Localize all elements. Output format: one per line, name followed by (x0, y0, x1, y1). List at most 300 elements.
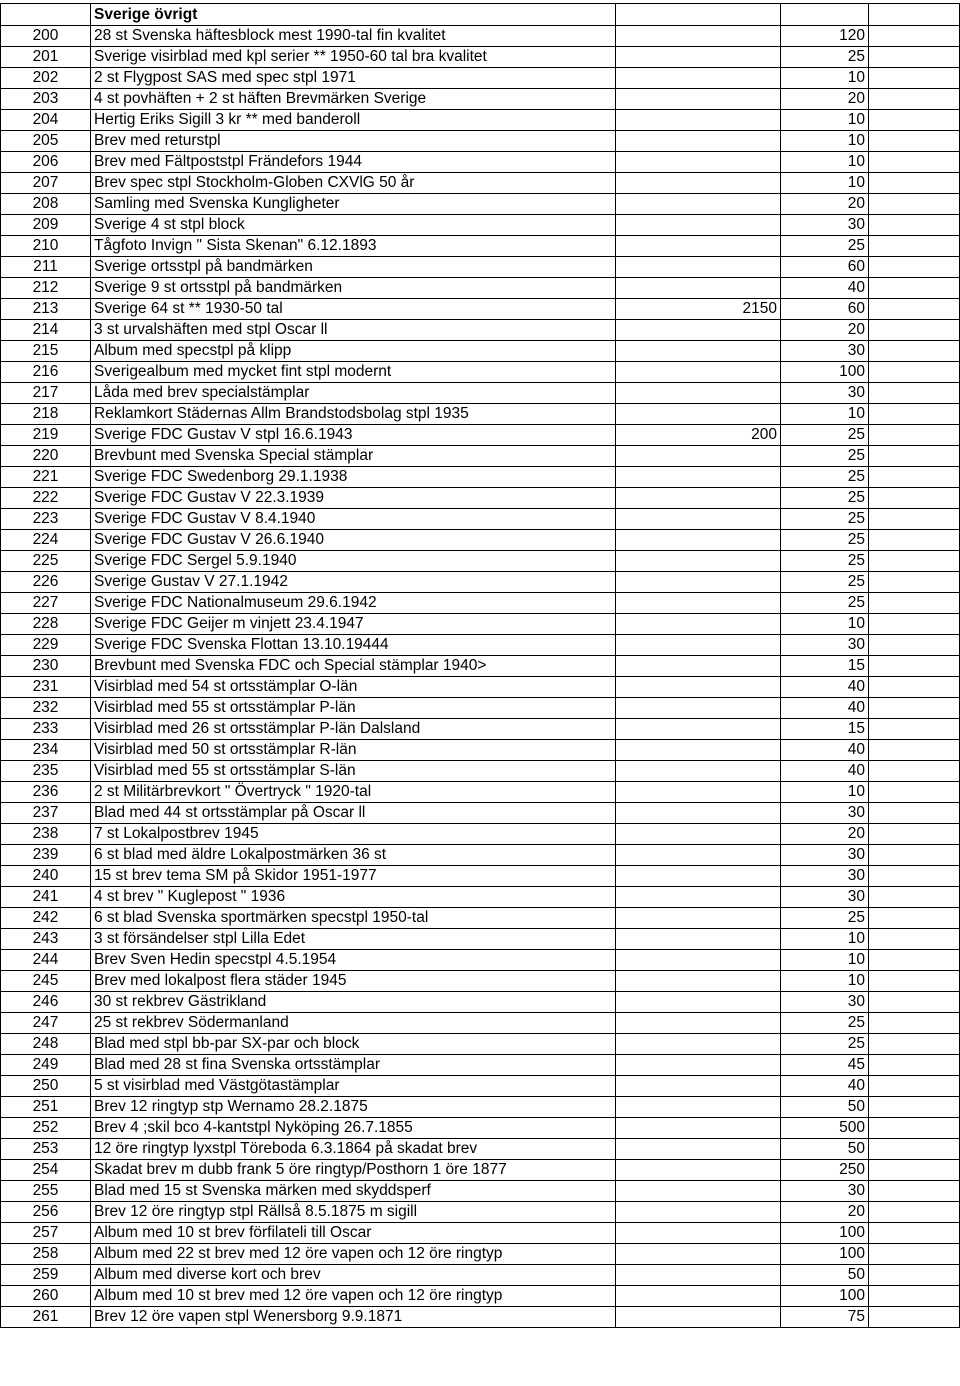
lot-number: 222 (1, 488, 91, 509)
blank-cell (869, 404, 960, 425)
blank-cell (869, 152, 960, 173)
table-row (1, 236, 960, 257)
lot-table-body (1, 4, 960, 1328)
blank-cell (869, 26, 960, 47)
table-row (1, 110, 960, 131)
lot-description: Sverige FDC Gustav V 26.6.1940 (91, 530, 616, 551)
blank-cell (869, 1307, 960, 1328)
lot-extra-value (616, 152, 781, 173)
lot-extra-value (616, 971, 781, 992)
lot-price: 30 (781, 887, 869, 908)
lot-description: 7 st Lokalpostbrev 1945 (91, 824, 616, 845)
blank-cell (869, 866, 960, 887)
table-row (1, 530, 960, 551)
header-row (1, 4, 960, 26)
lot-price: 20 (781, 320, 869, 341)
lot-number: 252 (1, 1118, 91, 1139)
table-row (1, 446, 960, 467)
lot-price: 500 (781, 1118, 869, 1139)
blank-cell (869, 1160, 960, 1181)
lot-extra-value (616, 614, 781, 635)
lot-description: Sverige FDC Gustav V stpl 16.6.1943 (91, 425, 616, 446)
blank-cell (869, 467, 960, 488)
lot-price: 25 (781, 467, 869, 488)
table-row (1, 824, 960, 845)
lot-price: 10 (781, 68, 869, 89)
blank-cell (869, 593, 960, 614)
lot-number: 209 (1, 215, 91, 236)
blank-cell (869, 1055, 960, 1076)
lot-extra-value (616, 215, 781, 236)
table-row (1, 761, 960, 782)
lot-description: Blad med stpl bb-par SX-par och block (91, 1034, 616, 1055)
lot-description: Brev med lokalpost flera städer 1945 (91, 971, 616, 992)
lot-number: 244 (1, 950, 91, 971)
lot-extra-value (616, 1244, 781, 1265)
lot-description: 2 st Flygpost SAS med spec stpl 1971 (91, 68, 616, 89)
blank-cell (869, 236, 960, 257)
blank-cell (869, 257, 960, 278)
lot-description: 4 st povhäften + 2 st häften Brevmärken Sverige (91, 89, 616, 110)
lot-description: Sverige Gustav V 27.1.1942 (91, 572, 616, 593)
table-row (1, 1076, 960, 1097)
table-row (1, 1286, 960, 1307)
lot-number: 229 (1, 635, 91, 656)
lot-price: 100 (781, 362, 869, 383)
lot-price: 40 (781, 698, 869, 719)
table-row (1, 194, 960, 215)
lot-description: Brevbunt med Svenska Special stämplar (91, 446, 616, 467)
table-row (1, 1223, 960, 1244)
header-blank-cell (869, 4, 960, 26)
lot-number: 243 (1, 929, 91, 950)
table-row (1, 299, 960, 320)
lot-extra-value (616, 887, 781, 908)
lot-price: 25 (781, 446, 869, 467)
blank-cell (869, 908, 960, 929)
lot-price: 25 (781, 908, 869, 929)
blank-cell (869, 572, 960, 593)
lot-price: 10 (781, 110, 869, 131)
header-extra-cell (616, 4, 781, 26)
lot-description: Tågfoto Invign " Sista Skenan" 6.12.1893 (91, 236, 616, 257)
lot-extra-value (616, 908, 781, 929)
lot-description: Sverige FDC Geijer m vinjett 23.4.1947 (91, 614, 616, 635)
lot-price: 25 (781, 47, 869, 68)
lot-number: 239 (1, 845, 91, 866)
lot-description: 25 st rekbrev Södermanland (91, 1013, 616, 1034)
lot-extra-value (616, 740, 781, 761)
lot-description: Album med 22 st brev med 12 öre vapen och 12 öre ringtyp (91, 1244, 616, 1265)
table-row (1, 929, 960, 950)
blank-cell (869, 1097, 960, 1118)
blank-cell (869, 551, 960, 572)
table-row (1, 1097, 960, 1118)
table-row (1, 740, 960, 761)
lot-price: 50 (781, 1097, 869, 1118)
lot-number: 206 (1, 152, 91, 173)
lot-description: Sverige FDC Swedenborg 29.1.1938 (91, 467, 616, 488)
lot-number: 227 (1, 593, 91, 614)
lot-description: Brev 12 ringtyp stp Wernamo 28.2.1875 (91, 1097, 616, 1118)
blank-cell (869, 1118, 960, 1139)
table-row (1, 887, 960, 908)
lot-number: 258 (1, 1244, 91, 1265)
lot-price: 10 (781, 971, 869, 992)
lot-number: 214 (1, 320, 91, 341)
lot-extra-value (616, 509, 781, 530)
lot-number: 251 (1, 1097, 91, 1118)
lot-number: 230 (1, 656, 91, 677)
blank-cell (869, 173, 960, 194)
lot-description: 6 st blad med äldre Lokalpostmärken 36 st (91, 845, 616, 866)
blank-cell (869, 1139, 960, 1160)
lot-price: 75 (781, 1307, 869, 1328)
table-row (1, 152, 960, 173)
lot-price: 30 (781, 866, 869, 887)
lot-number: 250 (1, 1076, 91, 1097)
lot-price: 25 (781, 530, 869, 551)
table-row (1, 1244, 960, 1265)
blank-cell (869, 971, 960, 992)
lot-description: Sverige FDC Nationalmuseum 29.6.1942 (91, 593, 616, 614)
blank-cell (869, 383, 960, 404)
blank-cell (869, 782, 960, 803)
lot-description: Brev 12 öre vapen stpl Wenersborg 9.9.1871 (91, 1307, 616, 1328)
blank-cell (869, 677, 960, 698)
lot-description: Sverige 64 st ** 1930-50 tal (91, 299, 616, 320)
blank-cell (869, 509, 960, 530)
lot-price: 45 (781, 1055, 869, 1076)
lot-number: 202 (1, 68, 91, 89)
blank-cell (869, 530, 960, 551)
lot-description: Brevbunt med Svenska FDC och Special stämplar 1940> (91, 656, 616, 677)
lot-number: 253 (1, 1139, 91, 1160)
table-row (1, 1202, 960, 1223)
lot-price: 40 (781, 761, 869, 782)
blank-cell (869, 635, 960, 656)
lot-description: 2 st Militärbrevkort " Övertryck " 1920-tal (91, 782, 616, 803)
lot-extra-value (616, 782, 781, 803)
lot-extra-value (616, 278, 781, 299)
blank-cell (869, 1013, 960, 1034)
lot-price: 40 (781, 740, 869, 761)
lot-number: 216 (1, 362, 91, 383)
lot-extra-value (616, 551, 781, 572)
lot-extra-value (616, 173, 781, 194)
lot-number: 260 (1, 1286, 91, 1307)
lot-number: 257 (1, 1223, 91, 1244)
lot-extra-value (616, 1118, 781, 1139)
table-row (1, 215, 960, 236)
blank-cell (869, 1202, 960, 1223)
lot-price: 10 (781, 782, 869, 803)
lot-description: 28 st Svenska häftesblock mest 1990-tal fin kvalitet (91, 26, 616, 47)
lot-number: 232 (1, 698, 91, 719)
lot-price: 10 (781, 614, 869, 635)
table-row (1, 425, 960, 446)
lot-number: 200 (1, 26, 91, 47)
lot-extra-value (616, 1265, 781, 1286)
lot-number: 234 (1, 740, 91, 761)
lot-extra-value (616, 1013, 781, 1034)
lot-price: 30 (781, 341, 869, 362)
lot-number: 203 (1, 89, 91, 110)
lot-price: 40 (781, 677, 869, 698)
lot-extra-value (616, 194, 781, 215)
lot-number: 255 (1, 1181, 91, 1202)
lot-description: Sverige FDC Gustav V 22.3.1939 (91, 488, 616, 509)
section-title: Sverige övrigt (91, 4, 616, 26)
lot-extra-value (616, 341, 781, 362)
lot-extra-value (616, 236, 781, 257)
lot-description: 15 st brev tema SM på Skidor 1951-1977 (91, 866, 616, 887)
lot-price: 10 (781, 929, 869, 950)
lot-description: Visirblad med 54 st ortsstämplar O-län (91, 677, 616, 698)
table-row (1, 1160, 960, 1181)
lot-price: 10 (781, 173, 869, 194)
lot-description: Album med 10 st brev förfilateli till Oscar (91, 1223, 616, 1244)
lot-extra-value (616, 719, 781, 740)
lot-number: 254 (1, 1160, 91, 1181)
lot-number: 238 (1, 824, 91, 845)
blank-cell (869, 740, 960, 761)
table-row (1, 1118, 960, 1139)
lot-extra-value (616, 383, 781, 404)
lot-number: 220 (1, 446, 91, 467)
blank-cell (869, 803, 960, 824)
lot-number: 231 (1, 677, 91, 698)
blank-cell (869, 824, 960, 845)
lot-extra-value (616, 1181, 781, 1202)
lot-description: 4 st brev " Kuglepost " 1936 (91, 887, 616, 908)
lot-description: Brev med returstpl (91, 131, 616, 152)
blank-cell (869, 719, 960, 740)
blank-cell (869, 278, 960, 299)
table-row (1, 572, 960, 593)
lot-description: Sverige FDC Gustav V 8.4.1940 (91, 509, 616, 530)
lot-price: 60 (781, 257, 869, 278)
table-row (1, 320, 960, 341)
lot-extra-value (616, 761, 781, 782)
blank-cell (869, 320, 960, 341)
lot-extra-value (616, 1055, 781, 1076)
lot-price: 30 (781, 992, 869, 1013)
table-row (1, 782, 960, 803)
blank-cell (869, 656, 960, 677)
lot-price: 15 (781, 656, 869, 677)
lot-extra-value (616, 677, 781, 698)
lot-price: 30 (781, 383, 869, 404)
lot-description: Sverige 4 st stpl block (91, 215, 616, 236)
blank-cell (869, 299, 960, 320)
lot-extra-value (616, 992, 781, 1013)
table-row (1, 677, 960, 698)
blank-cell (869, 1244, 960, 1265)
lot-number: 226 (1, 572, 91, 593)
table-row (1, 614, 960, 635)
lot-number: 259 (1, 1265, 91, 1286)
lot-extra-value (616, 1223, 781, 1244)
table-row (1, 131, 960, 152)
lot-price: 60 (781, 299, 869, 320)
lot-description: 30 st rekbrev Gästrikland (91, 992, 616, 1013)
lot-extra-value (616, 1307, 781, 1328)
lot-description: Sverige 9 st ortsstpl på bandmärken (91, 278, 616, 299)
lot-extra-value (616, 68, 781, 89)
lot-description: Sverige visirblad med kpl serier ** 1950-60 tal bra kvalitet (91, 47, 616, 68)
blank-cell (869, 194, 960, 215)
lot-price: 20 (781, 824, 869, 845)
lot-price: 25 (781, 236, 869, 257)
lot-price: 25 (781, 1013, 869, 1034)
lot-number: 225 (1, 551, 91, 572)
blank-cell (869, 761, 960, 782)
lot-number: 221 (1, 467, 91, 488)
lot-price: 100 (781, 1244, 869, 1265)
blank-cell (869, 1076, 960, 1097)
table-row (1, 47, 960, 68)
lot-description: 12 öre ringtyp lyxstpl Töreboda 6.3.1864 på skadat brev (91, 1139, 616, 1160)
lot-price: 10 (781, 152, 869, 173)
table-row (1, 341, 960, 362)
table-row (1, 656, 960, 677)
blank-cell (869, 845, 960, 866)
blank-cell (869, 89, 960, 110)
lot-price: 25 (781, 509, 869, 530)
table-row (1, 26, 960, 47)
lot-description: Sverige FDC Sergel 5.9.1940 (91, 551, 616, 572)
lot-description: Sverige FDC Svenska Flottan 13.10.19444 (91, 635, 616, 656)
lot-description: Visirblad med 55 st ortsstämplar S-län (91, 761, 616, 782)
blank-cell (869, 488, 960, 509)
lot-extra-value (616, 530, 781, 551)
lot-price: 40 (781, 1076, 869, 1097)
lot-price: 30 (781, 845, 869, 866)
table-row (1, 971, 960, 992)
blank-cell (869, 68, 960, 89)
table-row (1, 173, 960, 194)
table-row (1, 845, 960, 866)
blank-cell (869, 1181, 960, 1202)
lot-description: 3 st försändelser stpl Lilla Edet (91, 929, 616, 950)
lot-price: 20 (781, 1202, 869, 1223)
lot-description: Blad med 15 st Svenska märken med skyddsperf (91, 1181, 616, 1202)
lot-description: Hertig Eriks Sigill 3 kr ** med banderoll (91, 110, 616, 131)
lot-number: 240 (1, 866, 91, 887)
lot-extra-value (616, 131, 781, 152)
blank-cell (869, 131, 960, 152)
lot-number: 241 (1, 887, 91, 908)
lot-extra-value (616, 110, 781, 131)
lot-number: 224 (1, 530, 91, 551)
lot-number: 207 (1, 173, 91, 194)
lot-price: 30 (781, 635, 869, 656)
blank-cell (869, 950, 960, 971)
lot-description: Sverigealbum med mycket fint stpl modernt (91, 362, 616, 383)
lot-description: Visirblad med 50 st ortsstämplar R-län (91, 740, 616, 761)
lot-description: Brev spec stpl Stockholm-Globen CXVlG 50 år (91, 173, 616, 194)
lot-price: 20 (781, 194, 869, 215)
table-row (1, 278, 960, 299)
lot-price: 25 (781, 488, 869, 509)
lot-extra-value: 2150 (616, 299, 781, 320)
lot-extra-value (616, 446, 781, 467)
table-row (1, 1307, 960, 1328)
table-row (1, 89, 960, 110)
lot-description: 5 st visirblad med Västgötastämplar (91, 1076, 616, 1097)
lot-description: Brev 12 öre ringtyp stpl Rällså 8.5.1875 m sigill (91, 1202, 616, 1223)
lot-extra-value (616, 1076, 781, 1097)
lot-price: 25 (781, 551, 869, 572)
lot-extra-value (616, 572, 781, 593)
table-row (1, 803, 960, 824)
table-row (1, 950, 960, 971)
lot-extra-value (616, 1202, 781, 1223)
lot-number: 205 (1, 131, 91, 152)
lot-extra-value (616, 1139, 781, 1160)
lot-number: 245 (1, 971, 91, 992)
lot-price: 25 (781, 425, 869, 446)
lot-extra-value (616, 950, 781, 971)
table-row (1, 866, 960, 887)
table-row (1, 551, 960, 572)
table-row (1, 1055, 960, 1076)
lot-description: Visirblad med 55 st ortsstämplar P-län (91, 698, 616, 719)
lot-price: 100 (781, 1223, 869, 1244)
lot-price: 10 (781, 950, 869, 971)
lot-extra-value (616, 1286, 781, 1307)
lot-description: Brev 4 ;skil bco 4-kantstpl Nyköping 26.7.1855 (91, 1118, 616, 1139)
lot-number: 201 (1, 47, 91, 68)
lot-price: 10 (781, 131, 869, 152)
lot-number: 236 (1, 782, 91, 803)
table-row (1, 1139, 960, 1160)
lot-number: 223 (1, 509, 91, 530)
lot-description: 6 st blad Svenska sportmärken specstpl 1950-tal (91, 908, 616, 929)
lot-price: 30 (781, 215, 869, 236)
table-row (1, 1034, 960, 1055)
lot-description: Blad med 44 st ortsstämplar på Oscar ll (91, 803, 616, 824)
lot-extra-value (616, 257, 781, 278)
blank-cell (869, 446, 960, 467)
lot-number: 215 (1, 341, 91, 362)
lot-extra-value (616, 47, 781, 68)
lot-extra-value (616, 89, 781, 110)
lot-number: 242 (1, 908, 91, 929)
lot-extra-value (616, 824, 781, 845)
lot-price: 20 (781, 89, 869, 110)
table-row (1, 467, 960, 488)
table-row (1, 992, 960, 1013)
lot-price: 10 (781, 404, 869, 425)
lot-extra-value (616, 866, 781, 887)
lot-price: 50 (781, 1139, 869, 1160)
lot-number: 210 (1, 236, 91, 257)
blank-cell (869, 425, 960, 446)
blank-cell (869, 1034, 960, 1055)
blank-cell (869, 1286, 960, 1307)
lot-number: 237 (1, 803, 91, 824)
lot-price: 50 (781, 1265, 869, 1286)
lot-number: 213 (1, 299, 91, 320)
lot-extra-value (616, 467, 781, 488)
lot-number: 246 (1, 992, 91, 1013)
blank-cell (869, 698, 960, 719)
blank-cell (869, 1223, 960, 1244)
table-row (1, 1181, 960, 1202)
blank-cell (869, 362, 960, 383)
